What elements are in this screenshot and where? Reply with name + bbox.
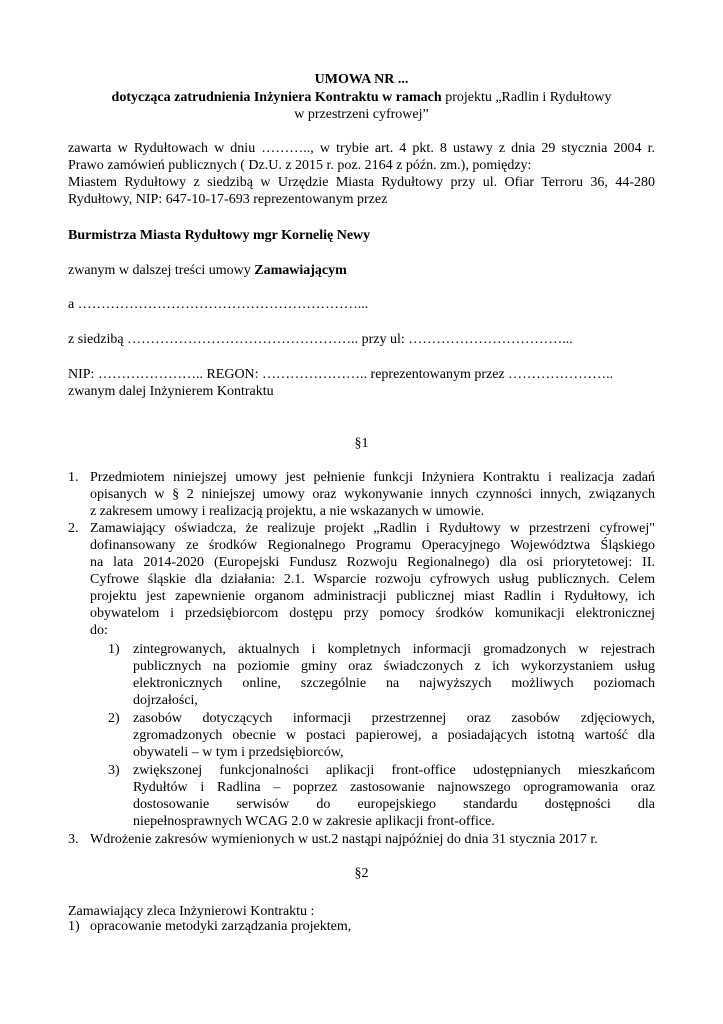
sec1-subitem-2-line-1: zasobów dotyczących informacji przestrzennej oraz zasobów zdjęciowych, (133, 711, 655, 726)
sec1-subitem-3-line-4: niepełnosprawnych WCAG 2.0 w zakresie aplikacji front-office. (133, 814, 495, 829)
zamawiajacy-prefix: zwanym w dalszej treści umowy (68, 263, 255, 278)
sec1-item-2-line-7: do: (90, 623, 108, 638)
sec1-item-1-number: 1. (68, 470, 79, 485)
sec1-item-2-number: 2. (68, 521, 79, 536)
sec1-subitem-1 (108, 641, 655, 709)
intro-line-1: zawarta w Rydułtowach w dniu ……….., w trybie art. 4 pkt. 8 ustawy z dnia 29 stycznia 2004 r. (68, 141, 655, 156)
party-a-line: a ……………………………………………………... (68, 297, 369, 312)
sec1-subitem-3-number: 3) (108, 763, 120, 778)
sec1-item-3-line-1: Wdrożenie zakresów wymienionych w ust.2 nastąpi najpóźniej do dnia 31 stycznia 2017 r. (90, 832, 598, 847)
sec1-subitem-3-line-2: Rydułtów i Radlina – poprzez zastosowanie najnowszego oprogramowania oraz (133, 780, 655, 795)
sec1-item-2-line-1: Zamawiający oświadcza, że realizuje projekt „Radlin i Rydułtowy w przestrzeni cyfrowej" (90, 521, 655, 536)
contract-subtitle (0, 89, 723, 106)
intro-line-3: Miastem Rydułtowy z siedzibą w Urzędzie Miasta Rydułtowy przy ul. Ofiar Terroru 36, 44-280 (68, 175, 655, 190)
sec2-item-1-number: 1) (68, 919, 80, 934)
mayor-line: Burmistrza Miasta Rydułtowy mgr Kornelię Newy (68, 228, 371, 243)
sec1-item-2-line-6: obywatelom i przedsiębiorcom dostępu przy pomocy środków komunikacji elektronicznej (90, 606, 655, 621)
sec2-item-1 (68, 918, 655, 935)
intro-line-2: Prawo zamówień publicznych ( Dz.U. z 2015 r. poz. 2164 z późn. zm.), pomiędzy: (68, 158, 532, 173)
section-1-heading: §1 (354, 436, 369, 451)
sec1-item-2-line-3: na lata 2014-2020 (Europejski Fundusz Rozwoju Regionalnego) dla osi priorytetowej: II. (90, 555, 655, 570)
sec1-item-1-line-1: Przedmiotem niniejszej umowy jest pełnienie funkcji Inżyniera Kontraktu i realizacja zadań (90, 470, 655, 485)
sec1-subitem-2 (108, 710, 655, 761)
sec1-item-3-number: 3. (68, 832, 79, 847)
sec1-subitem-2-number: 2) (108, 711, 120, 726)
intro-line-4: Rydułtowy, NIP: 647-10-17-693 reprezentowanym przez (68, 192, 388, 207)
seat-line: z siedzibą ………………………………………….. przy ul: ……………………………... (68, 332, 573, 347)
sec1-subitem-2-line-2: zgromadzonych obecnie w postaci papierowej, a posiadających istotną wartość dla (133, 728, 655, 743)
contract-title: UMOWA NR ... (314, 72, 409, 87)
sec1-item-2 (68, 520, 655, 639)
contract-subtitle-line2: w przestrzeni cyfrowej” (294, 107, 429, 122)
sec1-subitem-3-line-1: zwiększonej funkcjonalności aplikacji front-office udostępnianych mieszkańcom (133, 763, 655, 778)
sec1-subitem-1-line-1: zintegrowanych, aktualnych i kompletnych informacji gromadzonych w rejestrach (133, 642, 655, 657)
sec1-subitem-1-line-2: publicznych na poziomie gminy oraz świadczonych z ich wykorzystaniem usług (133, 659, 655, 674)
sec2-item-1-text: opracowanie metodyki zarządzania projektem, (90, 919, 352, 934)
sec1-item-1-line-3: z zakresem umowy i realizacją projektu, a nie wskazanych w umowie. (90, 504, 485, 519)
sec1-item-2-line-5: projektu jest zapewnienie organom administracji publicznej miast Radlin i Rydułtowy, ich (90, 589, 655, 604)
sec1-item-2-line-4: Cyfrowe śląskie dla działania: 2.1. Wsparcie rozwoju cyfrowych usług publicznych. Celem (90, 572, 655, 587)
zamawiajacy-line (68, 262, 655, 279)
sec2-intro: Zamawiający zleca Inżynierowi Kontraktu : (68, 904, 315, 919)
sec1-subitem-2-line-3: obywateli – w tym i przedsiębiorców, (133, 745, 344, 760)
contract-subtitle-bold: dotycząca zatrudnienia Inżyniera Kontraktu w ramach (111, 90, 442, 105)
sec1-subitem-3 (108, 762, 655, 830)
sec1-item-1 (68, 469, 655, 520)
sec1-subitem-1-number: 1) (108, 642, 120, 657)
engineer-line: zwanym dalej Inżynierem Kontraktu (68, 384, 274, 399)
sec1-subitem-1-line-4: dojrzałości, (133, 693, 198, 708)
sec1-item-2-line-2: dofinansowany ze środków Regionalnego Programu Operacyjnego Województwa Śląskiego (90, 538, 655, 553)
zamawiajacy-name: Zamawiającym (254, 263, 347, 278)
sec1-item-1-line-2: opisanych w § 2 niniejszej umowy oraz wykonywanie innych czynności innych, związanych (90, 487, 655, 502)
intro-paragraph (68, 140, 655, 208)
contract-subtitle-rest: projektu „Radlin i Rydułtowy (441, 90, 612, 105)
sec1-item-3 (68, 831, 655, 848)
sec1-subitem-1-line-3: elektronicznych online, szczególnie na najwyższych możliwych poziomach (133, 676, 655, 691)
nip-regon-line: NIP: ………………….. REGON: ………………….. reprezentowanym przez ………………….. (68, 367, 614, 382)
sec1-subitem-3-line-3: dostosowanie serwisów do europejskiego standardu dostępności dla (133, 797, 655, 812)
section-2-heading: §2 (354, 866, 369, 881)
